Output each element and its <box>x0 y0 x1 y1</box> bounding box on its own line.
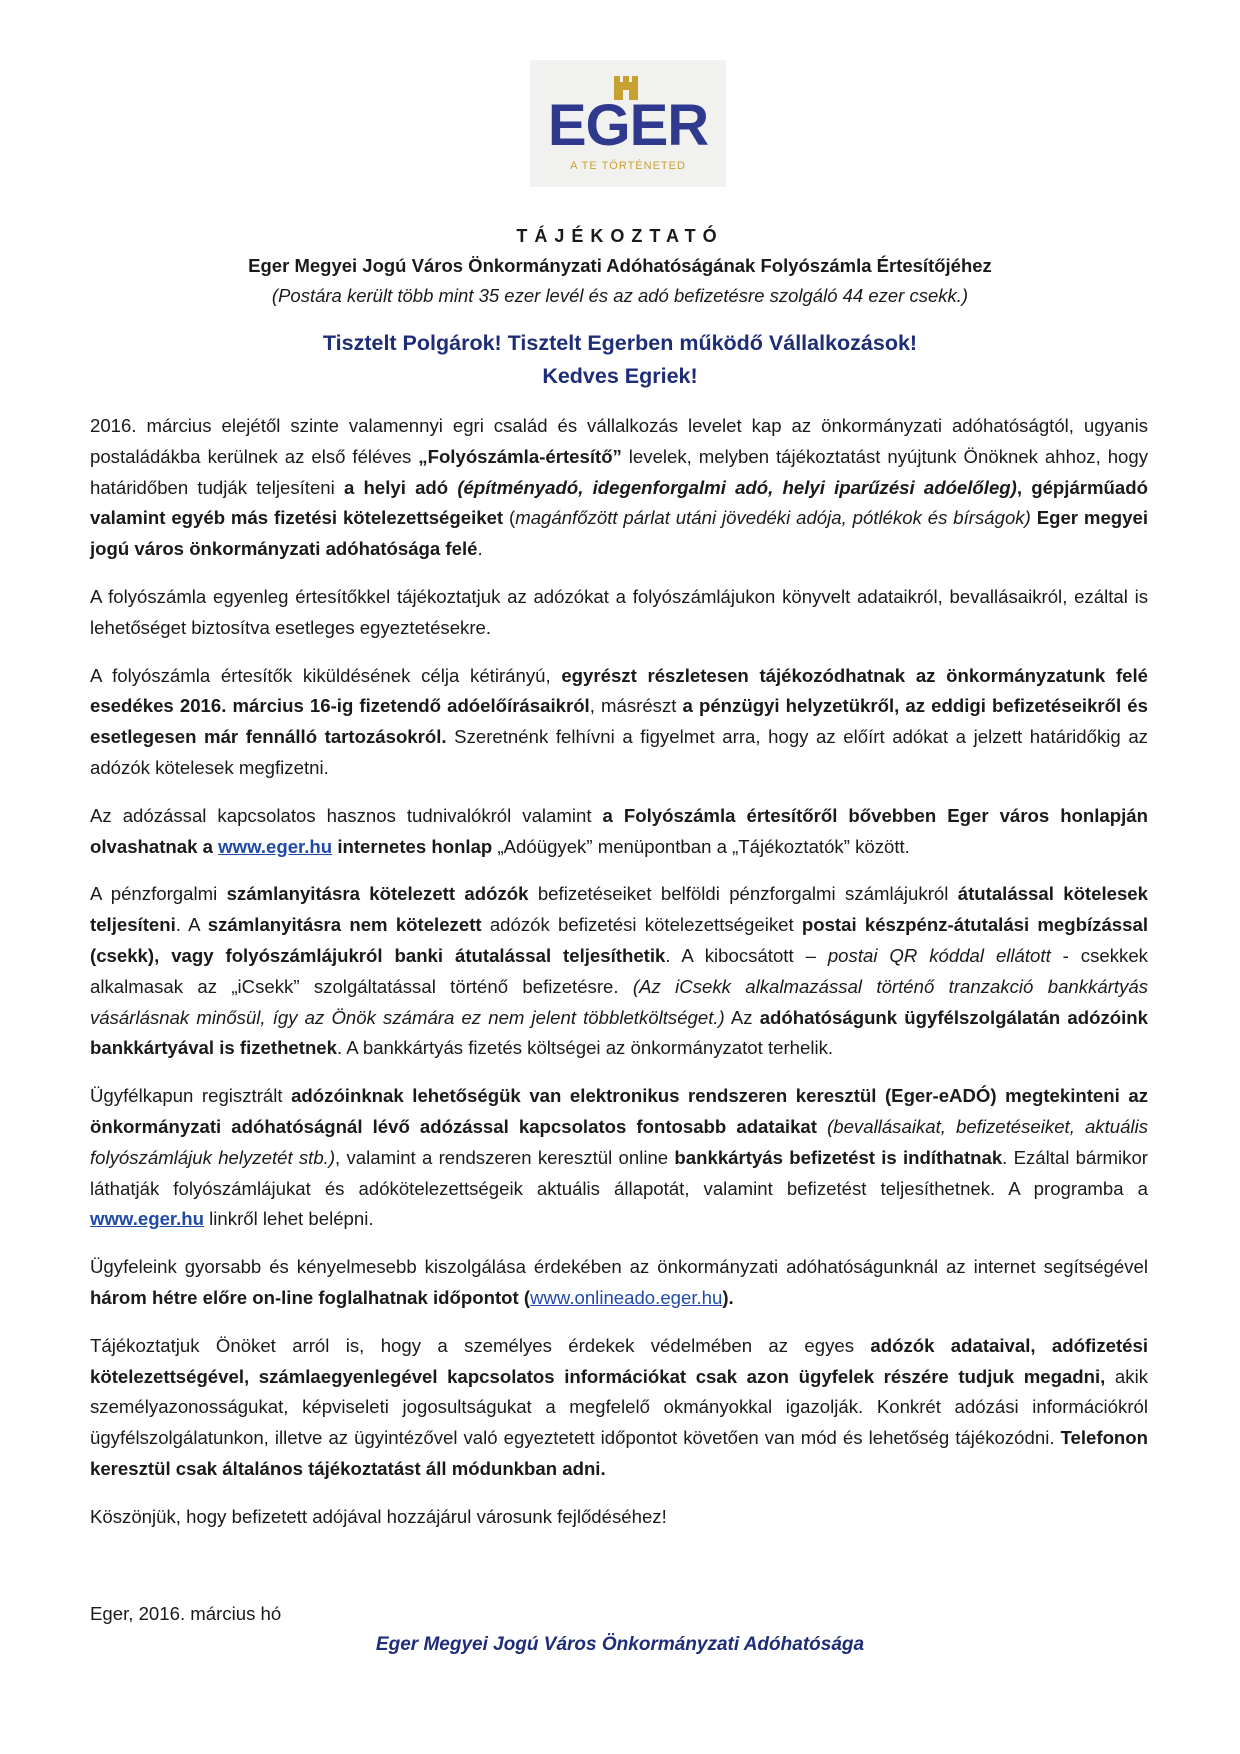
text-run: postai QR kóddal ellátott <box>827 944 1051 966</box>
text-run: ( <box>503 507 516 529</box>
text-run: ). <box>722 1286 734 1308</box>
text-run: postai készpénz-átutalási megbízással (csekk), vagy folyószámlájukról banki átutalással teljesíthetik <box>90 914 1148 966</box>
text-run: . Ezáltal bármikor láthatják folyószámlájukat és adókötelezettségeik aktuális állapotát, valamint befizetést teljesíthetnek. A programba a <box>90 1146 1148 1199</box>
body-paragraph <box>90 1252 1148 1314</box>
greeting <box>90 327 1150 393</box>
text-run: . A <box>175 914 208 936</box>
text-run: a pénzügyi helyzetükről, az eddigi befizetéseikről és esetlegesen már fennálló tartozásokról. <box>90 695 1148 748</box>
body-paragraph <box>90 1331 1148 1485</box>
text-run: (építményadó, idegenforgalmi adó, helyi iparűzési adóelőleg) <box>457 476 1017 498</box>
text-run: akik személyazonosságukat, képviseleti jogosultságukat a megfelelő okmányokkal igazolják. Konkrét adózási információkról ügyfélszolgálatunkon, illetve az ügyintézővel való egyeztetett időpontot követően van mód és lehetőség tájékozódni. <box>90 1365 1148 1449</box>
text-run: , gépjárműadó valamint egyéb más fizetési kötelezettségeiket <box>90 476 1148 529</box>
text-run: - csekkek alkalmasak az „iCsekk” szolgáltatással történő befizetésre. <box>90 944 1148 997</box>
text-run: . <box>477 538 483 560</box>
text-run: Az adózással kapcsolatos hasznos tudnivalókról valamint <box>90 804 603 826</box>
text-run: Tájékoztatjuk Önöket arról is, hogy a személyes érdekek védelmében az egyes <box>90 1334 871 1356</box>
text-run: magánfőzött párlat utáni jövedéki adója, pótlékok és bírságok) <box>515 507 1031 529</box>
document-title: TÁJÉKOZTATÓ <box>516 226 724 246</box>
text-run: egyrészt részletesen tájékozódhatnak az önkormányzatunk felé esedékes 2016. március 16-ig fizetendő adóelőírásaikról <box>90 664 1148 717</box>
text-run: A folyószámla egyenleg értesítőkkel tájékoztatjuk az adózókat a folyószámlájukon könyvelt adataikról, bevallásaikról, ezáltal is lehetőséget biztosítva esetleges egyeztetésekre. <box>90 585 1148 638</box>
text-run: (bevallásaikat, befizetéseiket, aktuális folyószámlájuk helyzetét stb.) <box>90 1115 1148 1168</box>
text-run: számlanyitásra kötelezett adózók <box>226 883 529 905</box>
body-paragraph <box>90 661 1148 784</box>
text-run: a Folyószámla értesítőről bővebben Eger város honlapján olvashatnak a <box>90 804 1148 857</box>
web-link[interactable]: www.eger.hu <box>218 835 333 857</box>
signature: Eger Megyei Jogú Város Önkormányzati Adóhatósága <box>375 1634 865 1655</box>
text-run: befizetéseiket belföldi pénzforgalmi számlájukról <box>528 883 958 905</box>
text-run: levelek, melyben tájékoztatást nyújtunk Önöknek ahhoz, hogy határidőben tudják teljesíteni <box>90 445 1149 498</box>
text-run: számlanyitásra nem kötelezett <box>207 914 482 936</box>
text-run: „Adóügyek” menüpontban a „Tájékoztatók” között. <box>492 835 910 857</box>
body-paragraph <box>90 411 1148 565</box>
text-run: „Folyószámla-értesítő” <box>418 445 622 467</box>
text-run: linkről lehet belépni. <box>204 1208 374 1230</box>
text-run: Ügyfeleink gyorsabb és kényelmesebb kiszolgálása érdekében az önkormányzati adóhatóságunknál az internet segítségével <box>90 1256 1148 1278</box>
body-text <box>90 411 1148 1550</box>
text-run: Ügyfélkapun regisztrált <box>90 1085 292 1107</box>
document-subtitle: Eger Megyei Jogú Város Önkormányzati Adóhatóságának Folyószámla Értesítőjéhez <box>248 255 992 276</box>
text-run: átutalással kötelesek teljesíteni <box>90 883 1148 936</box>
document-note: (Postára került több mint 35 ezer levél és az adó befizetésre szolgáló 44 ezer csekk.) <box>271 285 969 306</box>
text-run: . A bankkártyás fizetés költségei az önkormányzatot terhelik. <box>337 1037 834 1059</box>
text-run: Szeretnénk felhívni a figyelmet arra, hogy az előírt adókat a jelzett határidőkig az adózók kötelesek megfizetni. <box>90 726 1148 778</box>
text-run: internetes honlap <box>332 835 493 857</box>
logo-wordmark: EGER <box>547 93 709 158</box>
text-run: Eger megyei jogú város önkormányzati adóhatósága felé <box>90 507 1148 560</box>
date-line: Eger, 2016. március hó <box>90 1603 282 1624</box>
greeting-line-1: Tisztelt Polgárok! Tisztelt Egerben működő Vállalkozások! <box>322 331 918 355</box>
text-run: Az <box>724 1006 760 1028</box>
text-run: A pénzforgalmi <box>90 883 227 905</box>
text-run: (Az iCsekk alkalmazással történő tranzakció bankkártyás vásárlásnak minősül, így az Önök számára ez nem jelent többletköltséget.) <box>90 975 1149 1028</box>
text-run: . A kibocsátott – <box>665 944 828 966</box>
body-paragraph <box>90 1502 1148 1533</box>
web-link[interactable]: www.onlineado.eger.hu <box>530 1286 723 1308</box>
text-run: három hétre előre on-line foglalhatnak időpontot ( <box>90 1286 531 1308</box>
text-run <box>817 1116 827 1137</box>
document-header <box>90 221 1150 311</box>
text-run: adóhatóságunk ügyfélszolgálatán adózóink bankkártyával is fizethetnek <box>90 1006 1148 1059</box>
text-run: Köszönjük, hogy befizetett adójával hozzájárul városunk fejlődéséhez! <box>90 1505 667 1527</box>
web-link[interactable]: www.eger.hu <box>90 1208 204 1230</box>
body-paragraph <box>90 801 1148 863</box>
body-paragraph <box>90 1081 1148 1235</box>
text-run: A folyószámla értesítők kiküldésének célja kétirányú, <box>90 664 562 686</box>
text-run: , valamint a rendszeren keresztül online <box>335 1146 675 1168</box>
text-run: adózók adataival, adófizetési kötelezettségével, számlaegyenlegével kapcsolatos információkat csak azon ügyfelek részére tudjuk megadni, <box>90 1334 1148 1387</box>
text-run: 2016. március elejétől szinte valamennyi egri család és vállalkozás levelet kap az önkormányzati adóhatóságtól, ugyanis postaládákba kerülnek az első féléves <box>90 415 1148 467</box>
eger-logo <box>530 60 726 187</box>
logo-tagline: A TE TÖRTÉNETED <box>570 160 686 172</box>
text-run: adózóinknak lehetőségük van elektronikus rendszeren keresztül (Eger-eADÓ) megtekinteni az önkormányzati adóhatóságnál lévő adózással kapcsolatos fontosabb adataikat <box>90 1085 1148 1137</box>
body-paragraph <box>90 582 1148 644</box>
text-run: bankkártyás befizetést is indíthatnak <box>674 1146 1003 1168</box>
body-paragraph <box>90 879 1148 1064</box>
text-run: adózók befizetési kötelezettségeiket <box>481 914 802 936</box>
text-run: , másrészt <box>589 695 683 717</box>
text-run: Telefonon keresztül csak általános tájékoztatást áll módunkban adni. <box>90 1427 1148 1479</box>
greeting-line-2: Kedves Egriek! <box>542 364 698 388</box>
text-run: a helyi adó <box>343 476 458 498</box>
